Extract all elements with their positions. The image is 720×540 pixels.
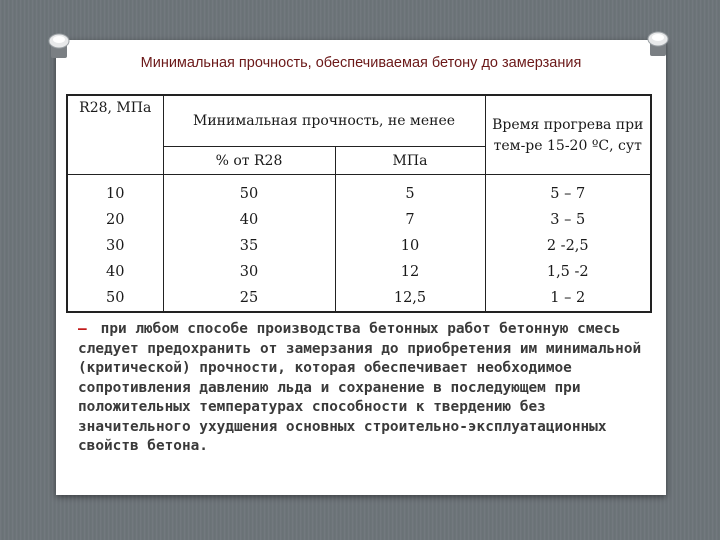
table-cell: 1,5 -2 [546, 264, 589, 280]
table-cell: 20 [106, 212, 125, 228]
header-min-strength: Минимальная прочность, не менее [163, 95, 485, 147]
table-cell: 25 [239, 290, 259, 306]
table-cell: 10 [400, 238, 420, 254]
bullet-dash: – [78, 321, 87, 337]
table-cell: 30 [239, 264, 259, 280]
strength-table [66, 94, 652, 313]
note-paragraph [78, 320, 648, 457]
table-cell: 12,5 [393, 290, 427, 306]
table-cell: 7 [405, 212, 415, 228]
table-cell: 50 [106, 290, 125, 306]
table-cell: 30 [106, 238, 125, 254]
table-cell: 5 – 7 [550, 186, 586, 202]
table-cell: 1 – 2 [550, 290, 586, 306]
header-heating-time: Время прогрева при тем-ре 15-20 ºС, сут [485, 95, 651, 175]
slide-title: Минимальная прочность, обеспечиваемая бетону до замерзания [140, 55, 582, 71]
table-cell: 12 [400, 264, 420, 280]
table-cell: 40 [239, 212, 259, 228]
table-cell: 35 [239, 238, 259, 254]
header-r28: R28, МПа [67, 95, 163, 175]
column-percent [163, 175, 335, 313]
column-time [485, 175, 651, 313]
header-mpa: МПа [335, 147, 485, 175]
table-cell: 50 [239, 186, 259, 202]
table-cell: 10 [106, 186, 125, 202]
table-cell: 2 -2,5 [546, 238, 589, 254]
table-cell: 3 – 5 [550, 212, 586, 228]
note-text: при любом способе производства бетонных работ бетонную смесь следует предохранить от замерзания до приобретения им минимальной (критической) прочности, которая обеспечивает необходимое сопротивления давлению льда и сохранение в последующем при положительных температурах способности к твердению без значительного ухудшения основных строительно-эксплуатационных свойств бетона. [78, 321, 642, 454]
table-cell: 5 [405, 186, 415, 202]
column-r28 [67, 175, 163, 313]
column-mpa [335, 175, 485, 313]
header-percent: % от R28 [163, 147, 335, 175]
table-cell: 40 [106, 264, 125, 280]
